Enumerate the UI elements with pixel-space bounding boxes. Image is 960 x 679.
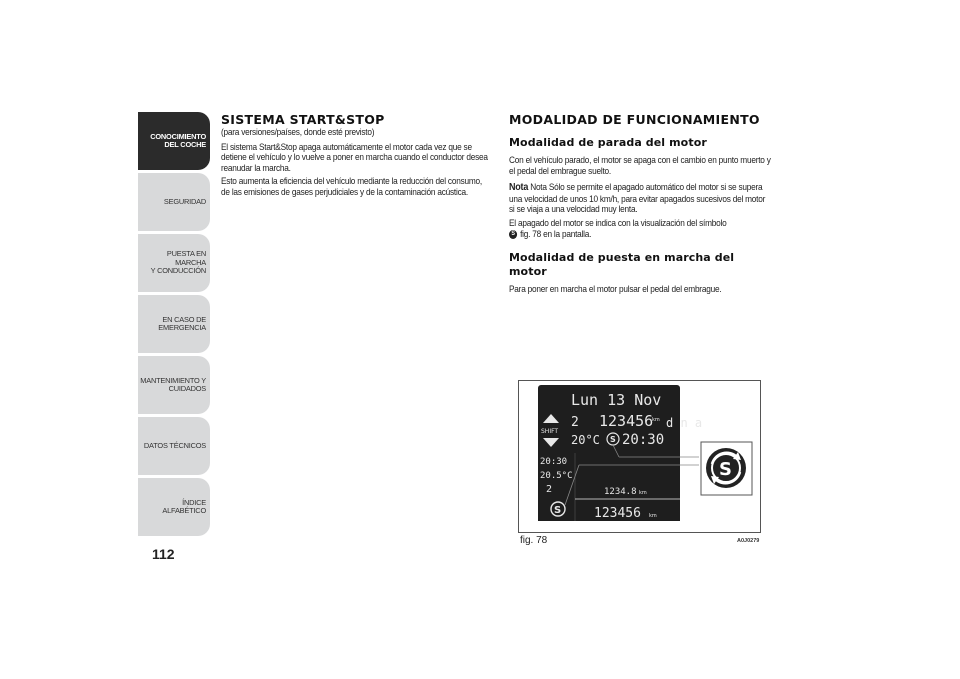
start-heading: Modalidad de puesta en marcha del motor: [509, 251, 735, 279]
figure-code: A0J0279: [737, 538, 760, 544]
mode-letters: d n a: [666, 416, 703, 430]
paragraph: Para poner en marcha el motor pulsar el pedal del embrague.: [509, 284, 722, 295]
paragraph: Con el vehículo parado, el motor se apaga con el cambio en punto muerto y el pedal del embrague suelto.: [509, 155, 771, 176]
trip-value: 1234.8: [604, 487, 637, 497]
side-temp: 20.5°C: [540, 471, 573, 481]
display-date: Lun 13 Nov: [571, 391, 662, 409]
s-glyph: S: [610, 435, 616, 444]
note-text: Nota Sólo se permite el apagado automático del motor si se supera una velocidad de unos 10 km/h, para evitar apagados sucesivos del motor si se viaja a una velocidad muy lenta.: [509, 182, 766, 215]
display-temperature: 20°C: [571, 433, 600, 447]
display-odometer-bottom: 123456: [594, 506, 641, 521]
figure-caption: fig. 78: [520, 535, 548, 546]
left-column: [221, 112, 491, 201]
side-clock: 20:30: [540, 457, 568, 467]
tab-seguridad[interactable]: SEGURIDAD: [138, 173, 210, 231]
s-glyph: S: [554, 505, 562, 516]
tab-emergencia[interactable]: EN CASO DE EMERGENCIA: [138, 295, 210, 353]
dashboard-display-illustration: [519, 381, 760, 532]
note-label: Nota: [509, 182, 529, 194]
s-glyph: S: [719, 459, 732, 480]
paragraph: Esto aumenta la eficiencia del vehículo mediante la reducción del consumo, de las emisiones de gases perjudiciales y de la contaminación acústica.: [221, 176, 482, 197]
fig-ref-text: fig. 78 en la pantalla.: [520, 228, 592, 239]
paragraph: [509, 218, 771, 239]
symbol-text: El apagado del motor se indica con la visualización del símbolo: [509, 217, 727, 228]
page-number: 112: [152, 546, 175, 562]
subtitle: (para versiones/países, donde esté previsto): [221, 127, 375, 137]
note-paragraph: [509, 182, 771, 215]
display-gear-top: 2: [571, 415, 579, 430]
display-clock: 20:30: [622, 432, 665, 448]
section-title: SISTEMA START&STOP: [221, 112, 385, 127]
display-odometer-top: 123456: [599, 412, 654, 430]
tab-datos-tecnicos[interactable]: DATOS TÉCNICOS: [138, 417, 210, 475]
side-gear: 2: [546, 484, 553, 495]
stop-heading: Modalidad de parada del motor: [509, 136, 707, 149]
start-stop-icon: S: [509, 230, 517, 239]
section-title: MODALIDAD DE FUNCIONAMIENTO: [509, 112, 760, 127]
figure-78: [518, 380, 761, 533]
km-unit: km: [639, 490, 647, 496]
shift-label: SHIFT: [541, 428, 559, 435]
paragraph: El sistema Start&Stop apaga automáticamente el motor cada vez que se detiene el vehículo y lo vuelve a poner en marcha cuando el conductor desea reanudar la marcha.: [221, 141, 488, 173]
km-unit: km: [652, 417, 660, 423]
right-column: [509, 112, 771, 298]
tab-indice[interactable]: ÍNDICE ALFABÉTICO: [138, 478, 210, 536]
tab-mantenimiento[interactable]: MANTENIMIENTO Y CUIDADOS: [138, 356, 210, 414]
km-unit: km: [649, 513, 657, 519]
tab-conocimiento[interactable]: CONOCIMIENTO DEL COCHE: [138, 112, 210, 170]
tab-puesta-en-marcha[interactable]: PUESTA EN MARCHA Y CONDUCCIÓN: [138, 234, 210, 292]
